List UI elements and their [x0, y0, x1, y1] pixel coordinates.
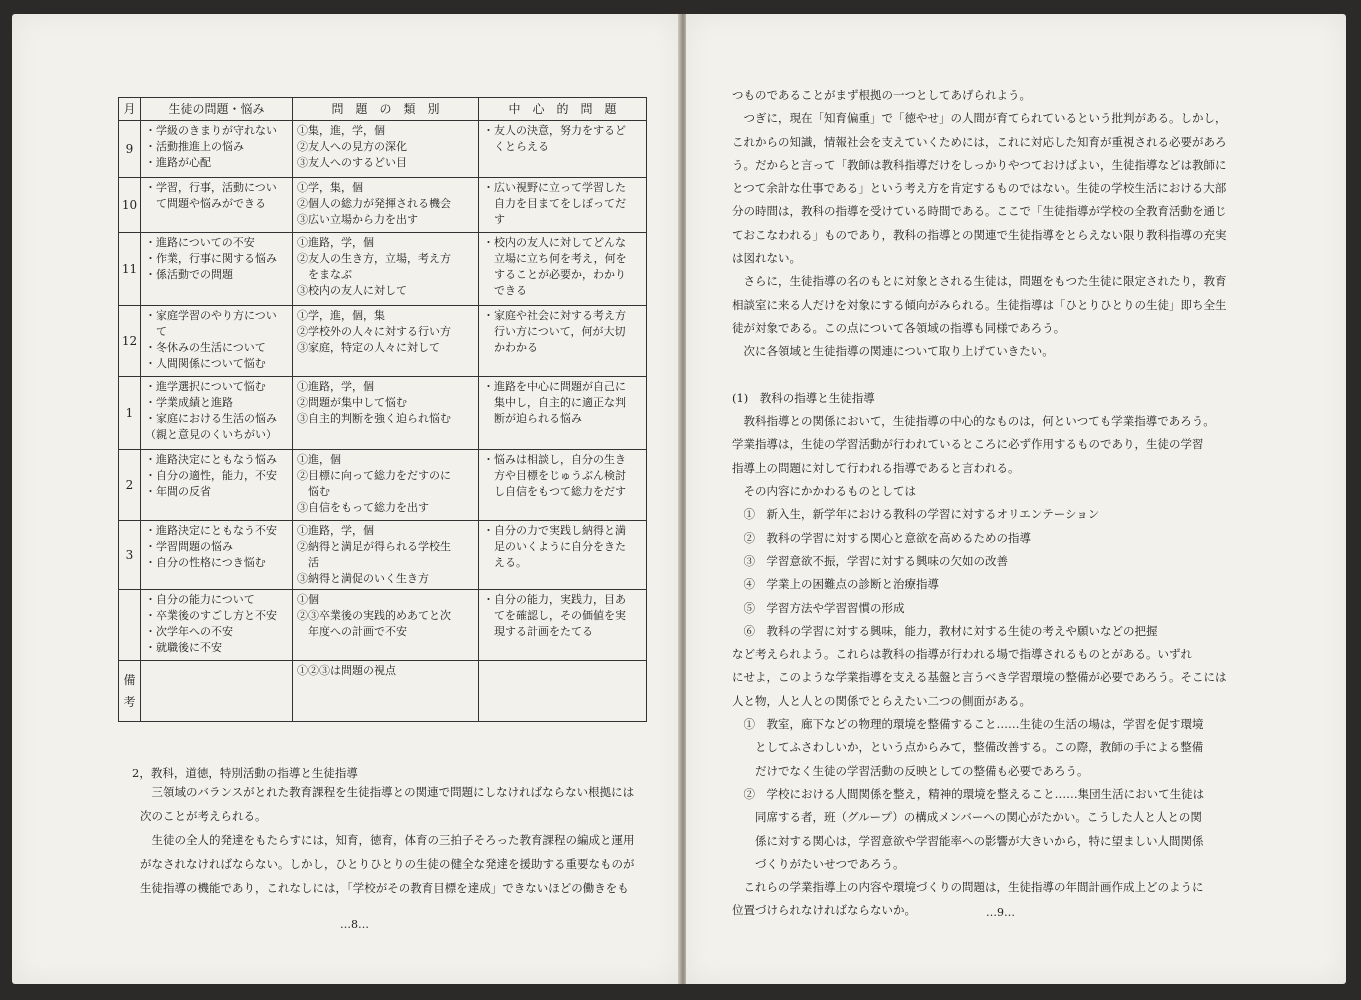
body-line: づくりがたいせつであろう。: [732, 856, 905, 871]
body-line: とつて余計な仕事である」という考え方を肯定するものではない。生徒の学校生活における大部: [732, 181, 1227, 196]
body-line: だけでなく生徒の学習活動の反映としての整備も必要であろう。: [732, 763, 1089, 778]
body-line: 三領域のバランスがとれた教育課程を生徒指導との関連で問題にしなければならない根拠には: [140, 785, 635, 799]
body-line: にせよ，このような学業指導を支える基盤と言うべき学習環境の整備が必要であろう。そこには: [732, 670, 1227, 685]
types-cell: [293, 233, 479, 306]
core-cell: [479, 121, 647, 178]
types-line: をまなぶ: [297, 268, 352, 281]
problems-line: て問題や悩みができる: [145, 197, 266, 210]
types-line: ③校内の友人に対して: [297, 284, 407, 297]
body-line: ① 新入生，新学年における教科の学習に対するオリエンテーション: [732, 507, 1100, 522]
header-month: 月: [119, 98, 141, 121]
body-line: 同席する者，班（グループ）の構成メンバーへの関心がたかい。こうした人と人との関: [732, 810, 1202, 825]
problems-line: ・人間関係について悩む: [145, 357, 266, 370]
problems-cell: [141, 233, 293, 306]
types-line: ①学，集，個: [297, 181, 363, 194]
problems-line: （親と意見のくいちがい）: [145, 428, 277, 441]
body-line: ② 教科の学習に対する関心と意欲を高めるための指導: [732, 530, 1031, 545]
problems-line: ・進路についての不安: [145, 236, 255, 249]
problems-line: ・学習，行事，活動につい: [145, 181, 277, 194]
problems-line: ・自分の能力について: [145, 593, 255, 606]
body-line: これらの学業指導上の内容や環境づくりの問題は，生徒指導の年間計画作成上どのように: [732, 880, 1204, 895]
section-heading: 2，教科，道徳，特別活動の指導と生徒指導: [132, 766, 358, 780]
core-cell: [479, 590, 647, 661]
problems-line: ・活動推進上の悩み: [145, 140, 244, 153]
types-line: ①個: [297, 593, 319, 606]
table-row: [119, 306, 647, 377]
types-line: ②目標に向って総力をだすのに: [297, 469, 451, 482]
types-cell: [293, 121, 479, 178]
body-line: さらに，生徒指導の名のもとに対象とされる生徒は，問題をもつた生徒に限定されたり，教育: [732, 274, 1227, 289]
problems-cell: [141, 521, 293, 590]
table-row: [119, 121, 647, 178]
core-line: ・校内の友人に対してどんな: [483, 236, 626, 249]
core-line: ・自分の力で実践し納得と満: [483, 524, 626, 537]
body-line: 生徒の全人的発達をもたらすには，知育，徳育，体育の三拍子そろった教育課程の編成と運用: [140, 833, 635, 847]
body-line: う。だからと言って「教師は教科指導だけをしっかりやつておけばよい，生徒指導などは教師に: [732, 157, 1227, 172]
body-line: 学業指導は，生徒の学習活動が行われているところに必ず作用するものであり，生徒の学習: [732, 437, 1204, 452]
types-line: ③自信をもって総力を出す: [297, 501, 429, 514]
table-row: [119, 590, 647, 661]
body-line: 分の時間は，教科の指導を受けている時間である。ここで「生徒指導が学校の全教育活動を通じ: [732, 204, 1227, 219]
problems-line: ・進路決定にともなう不安: [145, 524, 277, 537]
right-body-text: [732, 84, 1227, 923]
core-cell: [479, 233, 647, 306]
core-line: することが必要か，わかり: [483, 268, 626, 281]
core-cell: [479, 377, 647, 450]
core-line: 足のいくように自分をきた: [483, 540, 626, 553]
core-line: ・広い視野に立って学習した: [483, 181, 626, 194]
core-line: ・悩みは相談し，自分の生き: [483, 453, 626, 466]
month-cell: [119, 590, 141, 661]
month-cell: 2: [119, 450, 141, 521]
month-cell: 9: [119, 121, 141, 178]
body-line: その内容にかかわるものとしては: [732, 484, 916, 499]
page-number-right: …9…: [986, 906, 1015, 919]
month-cell: 1: [119, 377, 141, 450]
types-line: ②友人の生き方，立場，考え方: [297, 252, 451, 265]
problems-line: ・次学年への不安: [145, 625, 233, 638]
body-line: 生徒指導の機能であり，これなしには，「学校がその教育目標を達成」できないほどの働きをも: [140, 881, 629, 895]
body-line: がなされなければならない。しかし，ひとりひとりの生徒の健全な発達を援助する重要なものが: [140, 857, 635, 871]
core-cell: [479, 521, 647, 590]
types-line: ①集，進，学，個: [297, 124, 385, 137]
body-line: 係に対する関心は，学習意欲や学習能率への影響が大きいから，特に望ましい人間関係: [732, 833, 1204, 848]
problems-line: ・係活動での問題: [145, 268, 233, 281]
body-line: ④ 学業上の困難点の診断と治療指導: [732, 577, 939, 592]
body-line: ① 教室，廊下などの物理的環境を整備すること……生徒の生活の場は，学習を促す環境: [732, 717, 1204, 732]
remarks-row: [119, 661, 647, 722]
types-cell: [293, 590, 479, 661]
problems-line: ・進学選択について悩む: [145, 380, 266, 393]
types-line: ②③卒業後の実践的めあてと次: [297, 609, 451, 622]
body-line: 指導上の問題に対して行われる指導であると言われる。: [732, 460, 1020, 475]
remarks-empty-cell: [479, 661, 647, 722]
problems-line: ・就職後に不安: [145, 641, 222, 654]
header-types: 問 題 の 類 別: [293, 98, 479, 121]
types-line: ③友人へのするどい目: [297, 156, 407, 169]
problems-line: ・年間の反省: [145, 485, 211, 498]
problems-cell: [141, 590, 293, 661]
types-cell: [293, 306, 479, 377]
problems-cell: [141, 121, 293, 178]
remarks-label: 備 考: [119, 661, 141, 722]
table-row: [119, 377, 647, 450]
problems-cell: [141, 450, 293, 521]
month-cell: 3: [119, 521, 141, 590]
types-line: ①学，進，個，集: [297, 309, 385, 322]
body-line: 徒が対象である。この点について各領域の指導も同様であろう。: [732, 320, 1066, 335]
problems-cell: [141, 377, 293, 450]
problems-line: ・自分の性格につき悩む: [145, 556, 266, 569]
body-line: これからの知識，情報社会を支えていくためには，これに対応した知育が重視される必要があろ: [732, 134, 1227, 149]
monthly-guidance-table: [118, 97, 647, 722]
problems-line: ・進路が心配: [145, 156, 211, 169]
types-line: ①進，個: [297, 453, 341, 466]
body-line: 位置づけられなければならないか。: [732, 903, 916, 918]
core-line: ・進路を中心に問題が自己に: [483, 380, 626, 393]
core-line: える。: [483, 556, 527, 569]
types-line: ③家庭，特定の人々に対して: [297, 341, 440, 354]
types-cell: [293, 450, 479, 521]
table-row: [119, 233, 647, 306]
core-line: てを確認し，その価値を実: [483, 609, 626, 622]
body-line: 次に各領域と生徒指導の関連について取り上げていきたい。: [732, 344, 1054, 359]
core-line: くとらえる: [483, 140, 549, 153]
core-cell: [479, 306, 647, 377]
types-line: 年度への計画で不安: [297, 625, 407, 638]
body-line: としてふさわしいか，という点からみて，整備改善する。この際，教師の手による整備: [732, 740, 1204, 755]
body-line: 相談室に来る人だけを対象にする傾向がみられる。生徒指導は「ひとりひとりの生徒」即ち全生: [732, 297, 1227, 312]
month-cell: 12: [119, 306, 141, 377]
core-line: 行い方について，何が大切: [483, 325, 626, 338]
page-number-left: …8…: [340, 918, 369, 931]
body-line: ⑤ 学習方法や学習習慣の形成: [732, 600, 905, 615]
types-line: ②個人の総力が発揮される機会: [297, 197, 451, 210]
problems-line: ・学業成績と進路: [145, 396, 233, 409]
body-line: ③ 学習意欲不振，学習に対する興味の欠如の改善: [732, 553, 1008, 568]
problems-line: て: [145, 325, 167, 338]
body-line: 次のことが考えられる。: [140, 809, 267, 823]
problems-line: ・進路決定にともなう悩み: [145, 453, 277, 466]
body-line: ② 学校における人間関係を整え，精神的環境を整えること……集団生活において生徒は: [732, 786, 1205, 801]
month-cell: 11: [119, 233, 141, 306]
types-line: ①進路，学，個: [297, 236, 374, 249]
types-line: 悩む: [297, 485, 330, 498]
remarks-text: ①②③は問題の視点: [293, 661, 479, 722]
table-row: [119, 450, 647, 521]
core-line: できる: [483, 284, 527, 297]
types-cell: [293, 377, 479, 450]
problems-line: ・学習問題の悩み: [145, 540, 233, 553]
table-row: [119, 521, 647, 590]
types-line: ②学校外の人々に対する行い方: [297, 325, 451, 338]
core-line: 断が迫られる悩み: [483, 412, 582, 425]
core-line: ・自分の能力，実践力，目あ: [483, 593, 626, 606]
remarks-empty-cell: [141, 661, 293, 722]
core-cell: [479, 450, 647, 521]
core-line: ・友人の決意，努力をするど: [483, 124, 626, 137]
left-body-text: [140, 780, 635, 900]
body-line: 教科指導との関係において，生徒指導の中心的なものは，何といつても学業指導であろう。: [732, 414, 1215, 429]
types-line: ②納得と満足が得られる学校生: [297, 540, 451, 553]
types-cell: [293, 178, 479, 233]
types-line: ②友人への見方の深化: [297, 140, 407, 153]
problems-line: ・冬休みの生活について: [145, 341, 266, 354]
body-line: など考えられよう。これらは教科の指導が行われる場で指導されるものとがある。いずれ: [732, 647, 1192, 662]
body-line: [732, 364, 1227, 387]
problems-line: ・家庭学習のやり方につい: [145, 309, 277, 322]
header-core: 中 心 的 問 題: [479, 98, 647, 121]
table-header-row: [119, 98, 647, 121]
body-line: は図れない。: [732, 251, 801, 266]
problems-line: ・学級のきまりが守れない: [145, 124, 277, 137]
core-line: し自信をもつて総力をだす: [483, 485, 626, 498]
problems-line: ・家庭における生活の悩み: [145, 412, 277, 425]
month-cell: 10: [119, 178, 141, 233]
types-line: ③納得と満促のいく生き方: [297, 572, 429, 585]
body-line: つものであることがまず根拠の一つとしてあげられよう。: [732, 88, 1031, 102]
header-problems: 生徒の問題・悩み: [141, 98, 293, 121]
types-line: ③自主的判断を強く迫られ悩む: [297, 412, 451, 425]
problems-line: ・自分の適性，能力，不安: [145, 469, 277, 482]
core-line: 立場に立ち何を考え，何を: [483, 252, 627, 265]
types-line: 活: [297, 556, 319, 569]
core-line: 集中し，自主的に適正な判: [483, 396, 626, 409]
types-line: ③広い立場から力を出す: [297, 213, 418, 226]
core-line: ・家庭や社会に対する考え方: [483, 309, 626, 322]
core-line: す: [483, 213, 505, 226]
body-line: ておこなわれる」ものであり，教科の指導との関連で生徒指導をとらえない限り教科指導の充実: [732, 227, 1227, 242]
types-cell: [293, 521, 479, 590]
types-line: ①進路，学，個: [297, 380, 374, 393]
core-line: 現する計画をたてる: [483, 625, 593, 638]
types-line: ②問題が集中して悩む: [297, 396, 407, 409]
core-line: 方や目標をじゅうぶん検討: [483, 469, 626, 482]
core-cell: [479, 178, 647, 233]
table-row: [119, 178, 647, 233]
problems-line: ・作業，行事に関する悩み: [145, 252, 277, 265]
body-line: 人と物，人と人との関係でとらえたい二つの側面がある。: [732, 693, 1031, 708]
body-line: ⑥ 教科の学習に対する興味，能力，教材に対する生徒の考えや願いなどの把握: [732, 623, 1158, 638]
problems-line: ・卒業後のすごし方と不安: [145, 609, 277, 622]
body-line: (1) 教科の指導と生徒指導: [732, 390, 875, 405]
problems-cell: [141, 306, 293, 377]
problems-cell: [141, 178, 293, 233]
core-line: かわかる: [483, 341, 538, 354]
types-line: ①進路，学，個: [297, 524, 374, 537]
body-line: つぎに，現在「知育偏重」で「徳やせ」の人間が育てられているという批判がある。しかし，: [732, 111, 1227, 126]
core-line: 自力を目まてをしぼってだ: [483, 197, 626, 210]
